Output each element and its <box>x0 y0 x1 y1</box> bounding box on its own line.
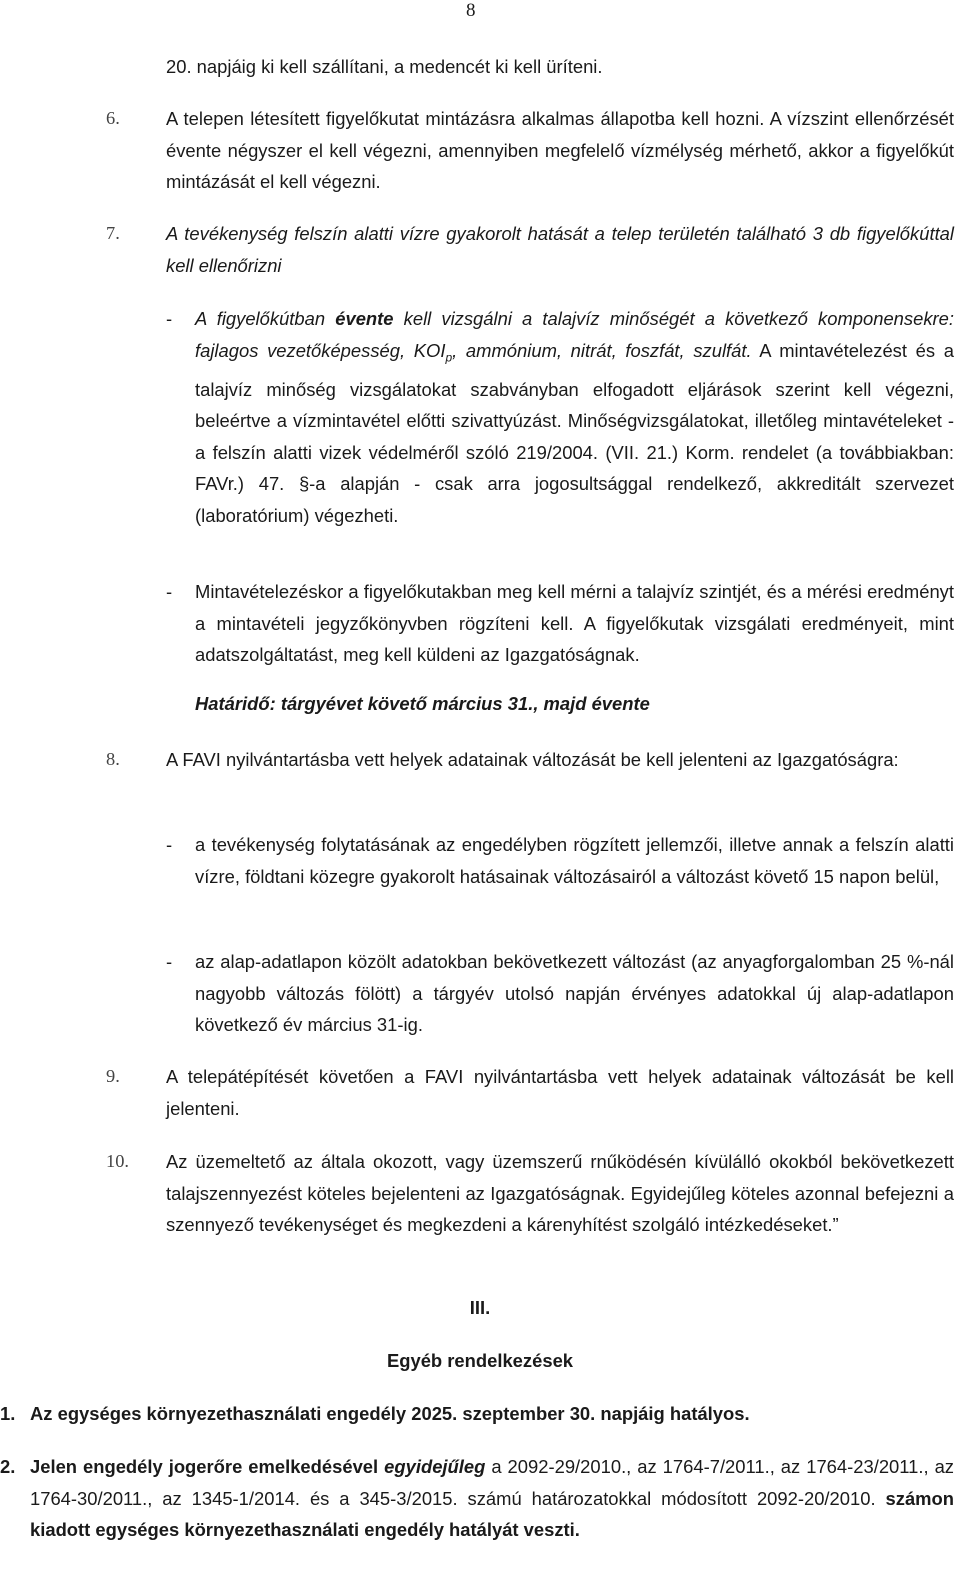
item-8-bullet-2: az alap-adatlapon közölt adatokban bekövetkezett változást (az anyagforgalomban 25 %-nál nagyobb változás fölött) a tárgyév utolsó napján érvényes adatokkal új alap-adatlapon következő év március 31-ig. <box>195 951 954 1035</box>
item-7-bullet-1-rest: A mintavételezést és a talajvíz minőség vizsgálatokat szabványban elfogadott eljárások szerint kell végezni, beleértve a vízmintavétel előtti szivattyúzást. Minőségvizsgálatokat, illetőleg mintavételeket - a felszín alatti vizek védelméről szóló 219/2004. (VII. 21.) Korm. rendelet (a továbbiakban: FAVr.) 47. §-a alapján - csak arra jogosultsággal rendelkező, akkreditált szervezet (laboratórium) végezheti. <box>195 339 954 526</box>
item-8-bullet-2-dash: - <box>166 951 173 972</box>
final-2-number: 2. <box>0 1456 16 1477</box>
item-7-bullet-1-dash: - <box>166 308 173 329</box>
final-2-part1: Jelen engedély jogerőre emelkedésével <box>30 1456 379 1477</box>
section-title: Egyéb rendelkezések <box>386 1350 574 1371</box>
item-7-bullet-1-bold: évente <box>335 308 394 329</box>
page-number: 8 <box>466 0 476 21</box>
item-6-text: A telepen létesített figyelőkutat mintázásra alkalmas állapotba kell hozni. A vízszint ellenőrzését évente négyszer el kell végezni, amennyiben megfelelő vízmélység mérhető, akkor a figyelőkút mintázását el kell végezni. <box>166 108 954 192</box>
item-8-bullet-1-dash: - <box>166 834 173 855</box>
item-9-number: 9. <box>106 1066 120 1086</box>
item-10-number: 10. <box>106 1151 129 1171</box>
item-7-bullet-1-subscript: p <box>445 350 453 365</box>
item-7-bullet-1-part3: , ammónium, nitrát, foszfát, szulfát. <box>452 339 752 361</box>
item-7-number: 7. <box>106 223 120 243</box>
final-2-text <box>30 1451 954 1546</box>
item-7-bullet-1 <box>195 303 954 531</box>
item-7-bullet-2-dash: - <box>166 581 173 602</box>
intro-paragraph: 20. napjáig ki kell szállítani, a medencét ki kell üríteni. <box>166 56 603 77</box>
item-8-number: 8. <box>106 749 120 769</box>
item-6-number: 6. <box>106 108 120 128</box>
section-number: III. <box>469 1297 491 1318</box>
final-2-part3: a 2092-29/2010., az 1764-7/2011., az 1764-23/2011., az 1764-30/2011., az 1345-1/2014. és a 345-3/2015. számú határozatokkal módosított 2092-20/2010. <box>30 1456 954 1509</box>
item-7-deadline: Határidő: tárgyévet követő március 31., majd évente <box>195 693 650 714</box>
item-7-bullet-1-part2: kell vizsgálni a talajvíz minőségét a következő komponensekre: fajlagos vezetőképesség, KOI <box>195 308 954 361</box>
final-2-part4: számon kiadott egységes környezethasználati engedély hatályát veszti. <box>30 1487 954 1540</box>
item-7-text: A tevékenység felszín alatti vízre gyakorolt hatását a telep területén található 3 db figyelőkúttal kell ellenőrizni <box>166 223 954 276</box>
final-1-text: Az egységes környezethasználati engedély 2025. szeptember 30. napjáig hatályos. <box>30 1403 750 1424</box>
item-7-bullet-2: Mintavételezéskor a figyelőkutakban meg kell mérni a talajvíz szintjét, és a mérési eredményt a mintavételi jegyzőkönyvben rögzíteni kell. A figyelőkutak vizsgálati eredményeit, mint adatszolgáltatást, meg kell küldeni az Igazgatóságnak. <box>195 581 954 665</box>
final-1-number: 1. <box>0 1403 16 1424</box>
final-2-part2: egyidejűleg <box>384 1456 486 1477</box>
item-8-bullet-1: a tevékenység folytatásának az engedélyben rögzített jellemzői, illetve annak a felszín alatti vízre, földtani közegre gyakorolt hatásainak változásairól a változást követő 15 napon belül, <box>195 834 954 887</box>
item-10-text: Az üzemeltető az általa okozott, vagy üzemszerű rnűködésén kívülálló okokból bekövetkezett talajszennyezést köteles bejelenteni az Igazgatóságnak. Egyidejűleg köteles azonnal befejezni a szennyező tevékenységet és megkezdeni a kárenyhítést szolgáló intézkedéseket.” <box>166 1151 954 1235</box>
item-8-text: A FAVI nyilvántartásba vett helyek adatainak változását be kell jelenteni az Igazgatóságra: <box>166 749 899 770</box>
item-7-bullet-1-part1: A figyelőkútban <box>195 308 326 329</box>
item-9-text: A telepátépítését követően a FAVI nyilvántartásba vett helyek adatainak változását be kell jelenteni. <box>166 1066 954 1119</box>
